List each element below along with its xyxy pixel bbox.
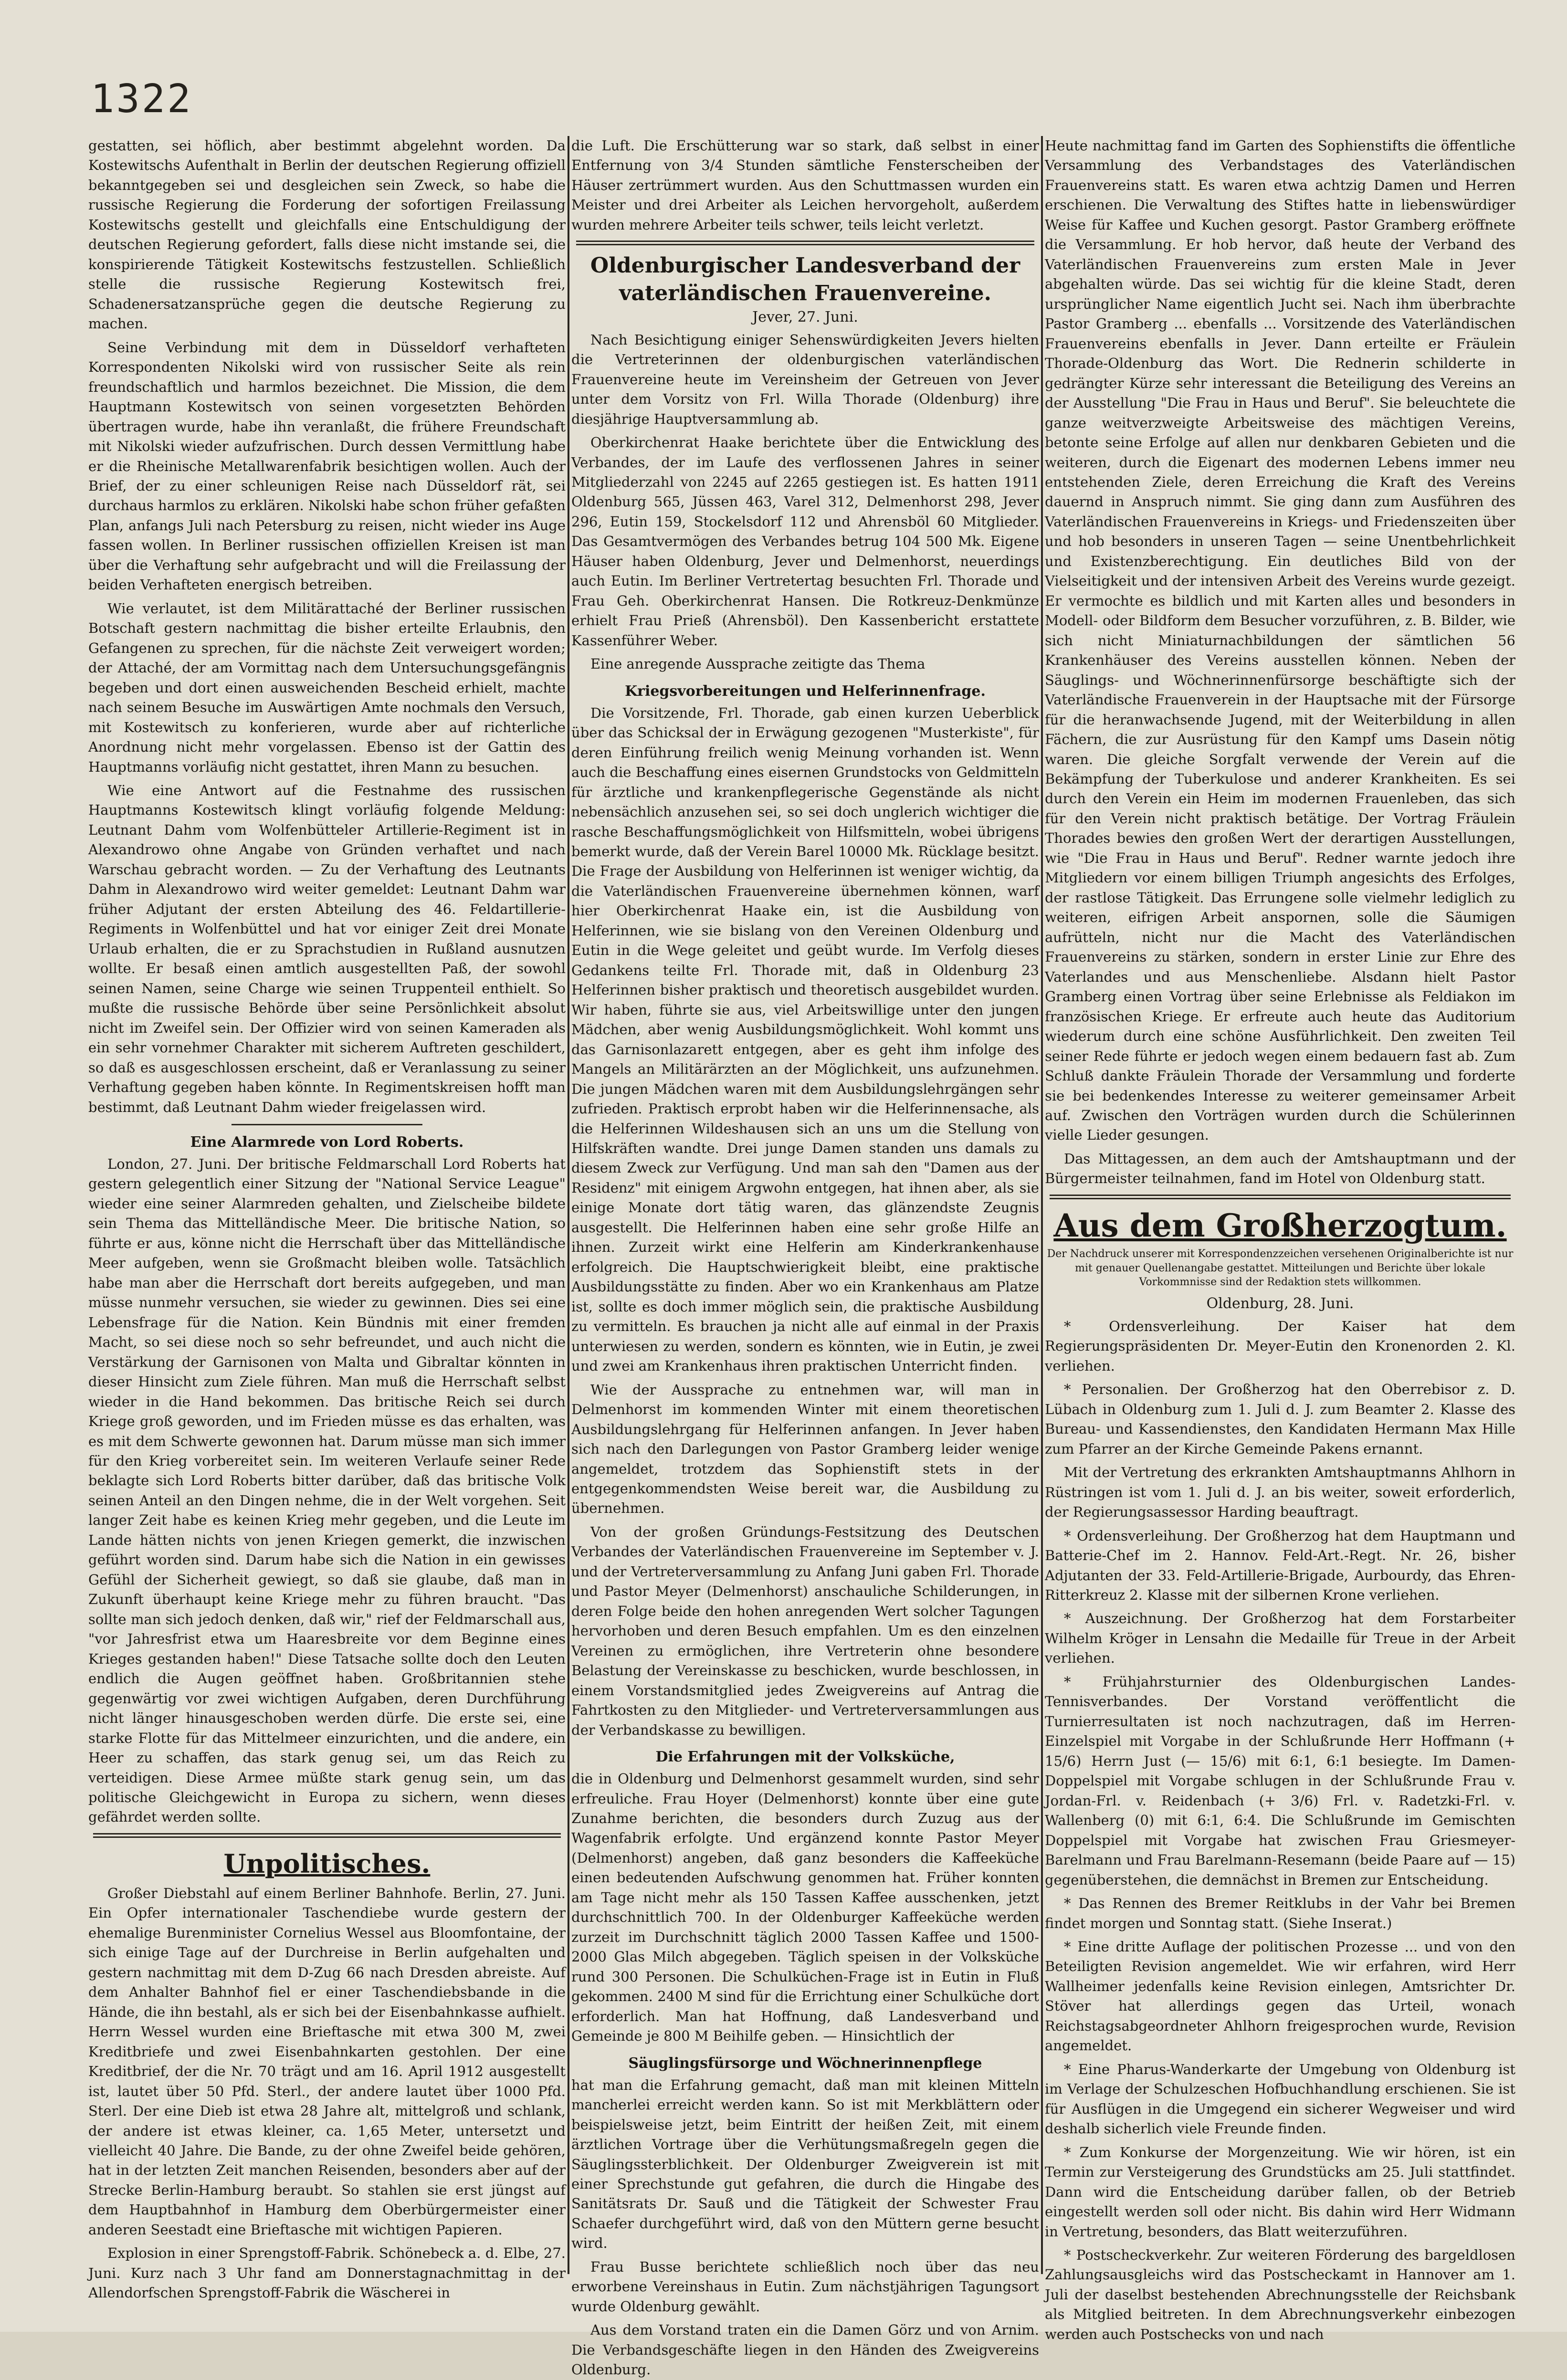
paragraph: Wie verlautet, ist dem Militärattaché der Berliner russischen Botschaft gestern nachmittag die bisher erteilte Erlaubnis, den Gefangenen zu sprechen, für die nächste Zeit verweigert worden; der Attaché, der am Vormittag nach dem Untersuchungsgefängnis begeben und dort einen ausweichenden Bescheid erhielt, machte nach seinem Besuche im Auswärtigen Amte nochmals den Versuch, mit Kostewitsch zu konferieren, wurde aber auf richterliche Anordnung nicht mehr vorgelassen. Ebenso ist der Gattin des Hauptmanns vorläufig nicht gestattet, ihren Mann zu besuchen. bbox=[88, 600, 566, 775]
columns bbox=[88, 136, 1515, 2378]
article-versammlung bbox=[1045, 136, 1515, 1189]
article-grossherzogtum-news bbox=[1045, 1317, 1515, 2344]
paragraph: Nach Besichtigung einiger Sehenswürdigkeiten Jevers hielten die Vertreterinnen der oldenburgischen vaterländischen Frauenvereine heute im Vereinsheim der Getreuen von Jever unter dem Vorsitz von Frl. Willa Thorade (Oldenburg) ihre diesjährige Hauptversammlung ab. bbox=[571, 331, 1039, 427]
paragraph: Wie eine Antwort auf die Festnahme des russischen Hauptmanns Kostewitsch klingt vorläufig folgende Meldung: Leutnant Dahm vom Wolfenbütteler Artillerie-Regiment ist in Alexandrowo ohne Angabe von Gründen verhaftet und nach Warschau gebracht worden. — Zu der Verhaftung des Leutnants Dahm in Alexandrowo wird weiter gemeldet: Leutnant Dahm war früher Adjutant der ersten Abteilung des 46. Feldartillerie-Regiments in Wolfenbüttel und hat vor einiger Zeit drei Monate Urlaub erhalten, die er zu Sprachstudien in Rußland ausnutzen wollte. Er besaß einen amtlich ausgestellten Paß, der sowohl seinen Namen, seine Charge wie seinen Truppenteil enthielt. So mußte die russische Behörde über seine Persönlichkeit absolut nicht im Zweifel sein. Der Offizier wird von seinen Kameraden als ein sehr vornehmer Charakter mit sicherem Auftreten geschildert, so daß es ausgeschlossen erscheint, daß er Veranlassung zu seiner Verhaftung gegeben haben könnte. In Regimentskreisen hofft man bestimmt, daß Leutnant Dahm wieder freigelassen wird. bbox=[88, 782, 566, 1115]
paragraph: Mit der Vertretung des erkrankten Amtshauptmanns Ahlhorn in Rüstringen ist vom 1. Juli d. J. an bis weiter, soweit erforderlich, der Regierungsassessor Harding beauftragt. bbox=[1045, 1464, 1515, 1520]
paragraph: Die Vorsitzende, Frl. Thorade, gab einen kurzen Ueberblick über das Schicksal der in Erwägung gezogenen "Musterkiste", für deren Einführung freilich wenig Meinung vorhanden ist. Wenn auch die Beschaffung eines eisernen Grundstocks von Geldmitteln für ärztliche und krankenpflegerische Gegenstände als nicht nebensächlich anzusehen sei, so sei doch unglerich wichtiger die rasche Beschaffungsmöglichkeit von Hilfsmitteln, wobei übrigens bemerkt wurde, daß der Verein Barel 10000 Mk. Rücklage besitzt. Die Frage der Ausbildung von Helferinnen ist weniger wichtig, da die Vaterländischen Frauenvereine übernehmen können, warf hier Oberkirchenrat Haake ein, ist die Ausbildung von Helferinnen, wie sie bislang von den Vereinen Oldenburg und Eutin in die Wege geleitet und geübt wurde. Im Verfolg dieses Gedankens teilte Frl. Thorade mit, daß in Oldenburg 23 Helferinnen bisher praktisch und theoretisch ausgebildet wurden. Wir haben, führte sie aus, viel Arbeitswillige unter den jungen Mädchen, aber wenig Ausbildungsmöglichkeit. Wohl kommt uns das Garnisonlazarett entgegen, aber es geht ihm infolge des Mangels an Militärärzten an der Möglichkeit, uns aufzunehmen. Die jungen Mädchen waren mit dem Ausbildungslehrgängen sehr zufrieden. Praktisch erprobt haben wir die Helferinnensache, als die Helferinnen Wildeshausen sich an uns um die Stellung von Hilfskräften wandte. Drei junge Damen standen uns damals zu diesem Zweck zur Verfügung. Und man sah den "Damen aus der Residenz" mit einigem Argwohn entgegen, hat ihnen aber, als sie einige Monate dort tätig waren, das glänzendste Zeugnis ausgestellt. Die Helferinnen haben eine sehr große Hilfe an ihnen. Zurzeit wirkt eine Helferin am Kinderkrankenhause erfolgreich. Die Hauptschwierigkeit bleibt, eine praktische Ausbildungsstätte zu finden. Aber wo ein Krankenhaus am Platze ist, sollte es doch immer möglich sein, die praktische Ausbildung zu vermitteln. Es brauchen ja nicht alle auf einmal in der Praxis unterwiesen zu werden, sondern es könnten, wie in Eutin, je zwei und zwei am Krankenhaus ihren praktischen Unterricht finden. bbox=[571, 704, 1039, 1374]
column-right bbox=[1045, 136, 1515, 2342]
paragraph: Explosion in einer Sprengstoff-Fabrik. Schönebeck a. d. Elbe, 27. Juni. Kurz nach 3 Uhr fand am Donnerstagnachmittag in der Allendorfschen Sprengstoff-Fabrik die Wäscherei in bbox=[88, 2245, 566, 2301]
headline-grossherzogtum: Aus dem Großherzogtum. bbox=[1053, 1206, 1507, 1244]
paragraph: * Postscheckverkehr. Zur weiteren Förderung des bargeldlosen Zahlungsausgleichs wird das Postscheckamt in Hannover am 1. Juli der daselbst bestehenden Abrechnungsstelle der Reichsbank als Mitglied beitreten. In dem Abrechnungsverkehr einbezogen werden auch Postschecks von und nach bbox=[1045, 2247, 1515, 2342]
article-explosion-end bbox=[571, 136, 1039, 235]
section-divider bbox=[1050, 1195, 1511, 1199]
article-volkskueche bbox=[571, 1769, 1039, 2046]
paragraph: Seine Verbindung mit dem in Düsseldorf verhafteten Korrespondenten Nikolski wird von russischer Seite als rein freundschaftlich und harmlos bezeichnet. Die Mission, die dem Hauptmann Kostewitsch von seinen vorgesetzten Behörden übertragen wurde, habe ihn veranlaßt, die frühere Freundschaft mit Nikolski wieder aufzufrischen. Durch dessen Vermittlung habe er die Rheinische Metallwarenfabrik besichtigen wollen. Auch der Brief, der zu einer schleunigen Reise nach Düsseldorf rät, sei durchaus harmlos zu erklären. Nikolski habe schon früher gefaßten Plan, anfangs Juli nach Petersburg zu reisen, nicht wieder ins Auge fassen wollen. In Berliner russischen offiziellen Kreisen ist man über die Verhaftung sehr aufgebracht und will die Freilassung der beiden Verhafteten energisch betreiben. bbox=[88, 339, 566, 593]
article-roberts bbox=[88, 1154, 566, 1827]
paragraph: * Frühjahrsturnier des Oldenburgischen Landes-Tennisverbandes. Der Vorstand veröffentlicht die Turnierresultaten ist noch nachzutragen, daß im Herren-Einzelspiel mit Vorgabe in der Schlußrunde Herr Hoffmann (+ 15/6) Herrn Just (— 15/6) mit 6:1, 6:1 besiegte. Im Damen-Doppelspiel mit Vorgabe schlugen in der Schlußrunde Frau v. Jordan-Frl. v. Reidenbach (+ 3/6) Frl. v. Radetzki-Frl. v. Wallenberg (0) mit 6:1, 6:4. Die Schlußrunde im Gemischten Doppelspiel mit Vorgabe hat zwischen Frau Griesmeyer-Barelmann und Frau Barelmann-Resemann (beide Paare auf — 15) gegenüberstehen, die demnächst in Bremen zur Entscheidung. bbox=[1045, 1673, 1515, 1888]
paragraph: hat man die Erfahrung gemacht, daß man mit kleinen Mitteln mancherlei erreicht werden kann. So ist mit Merkblättern oder beispielsweise jetzt, beim Eintritt der heißen Zeit, mit einem ärztlichen Vortrage über die Verhütungsmaßregeln gegen die Säuglingssterblichkeit. Der Oldenburger Zweigverein ist mit einer Sprechstunde gut gefahren, die durch die Hingabe des Sanitätsrats Dr. Sauß und die Tätigkeit der Schwester Frau Schaefer durchgeführt wird, daß von den Müttern gerne besucht wird. bbox=[571, 2076, 1039, 2252]
paragraph: * Eine Pharus-Wanderkarte der Umgebung von Oldenburg ist im Verlage der Schulzeschen Hofbuchhandlung erschienen. Sie ist für Ausflügen in die Umgegend ein sicherer Wegweiser und wird deshalb sicherlich viele Freunde finden. bbox=[1045, 2061, 1515, 2137]
article-kriegsvorbereitungen bbox=[571, 703, 1039, 1740]
paragraph: Das Mittagessen, an dem auch der Amtshauptmann und der Bürgermeister teilnahmen, fand im Hotel von Oldenburg statt. bbox=[1045, 1150, 1515, 1187]
article-unpolitisches bbox=[88, 1884, 566, 2303]
dateline-oldenburg: Oldenburg, 28. Juni. bbox=[1206, 1295, 1354, 1312]
paragraph: Von der großen Gründungs-Festsitzung des Deutschen Verbandes der Vaterländischen Frauenvereine im September v. J. und der Vertreterversammlung zu Anfang Juni gaben Frl. Thorade und Pastor Meyer (Delmenhorst) anschauliche Schilderungen, in deren Folge beide den hohen anregenden Wert solcher Tagungen hervorhoben und deren Besuch empfahlen. Um es den einzelnen Vereinen zu ermöglichen, ihre Vertreterin ohne besondere Belastung der Vereinskasse zu beschicken, wurde beschlossen, in einem Vorstandsmitglied jedes Zweigvereins auf Antrag die Fahrtkosten zu den Mitglieder- und Vertreterversammlungen aus der Verbandskasse zu bewilligen. bbox=[571, 1523, 1039, 1738]
section-divider bbox=[231, 1124, 422, 1125]
article-frauenvereine bbox=[571, 330, 1039, 674]
reprint-note: Der Nachdruck unserer mit Korrespondenzzeichen versehenen Originalberichte ist nur mit genauer Quellenangabe gestattet. Mitteilungen und Berichte über lokale Vorkommnisse sind der Redaktion stets willkommen. bbox=[1047, 1248, 1514, 1289]
paragraph: die in Oldenburg und Delmenhorst gesammelt wurden, sind sehr erfreuliche. Frau Hoyer (Delmenhorst) konnte über eine gute Zunahme berichten, die besonders durch Zuzug aus der Wagenfabrik erfolgte. Und ergänzend konnte Pastor Meyer (Delmenhorst) angeben, daß ganz besonders die Kaffeeküche einen bedeutenden Aufschwung genommen hat. Früher konnten am Tage nicht mehr als 150 Tassen Kaffee ausschenken, jetzt durchschnittlich 700. In der Oldenburger Kaffeeküche werden zurzeit im Durchschnitt täglich 2000 Tassen Kaffee und 1500-2000 Glas Milch abgegeben. Täglich speisen in der Volksküche rund 300 Personen. Die Schulküchen-Frage ist in Eutin in Fluß gekommen. 2400 M sind für die Errichtung einer Schulküche dort erforderlich. Man hat Hoffnung, daß Landesverband und Gemeinde je 800 M Beihilfe geben. — Hinsichtlich der bbox=[571, 1771, 1039, 2044]
section-divider bbox=[576, 241, 1034, 245]
dateline-jever: Jever, 27. Juni. bbox=[752, 308, 858, 325]
paragraph: * Eine dritte Auflage der politischen Prozesse ... und von den Beteiligten Revision angemeldet. Wie wir erfahren, wird Herr Wallheimer jedenfalls keine Revision einlegen, Amtsrichter Dr. Stöver hat allerdings gegen das Urteil, wonach Reichstagsabgeordneter Ahlhorn freigesprochen wurde, Revision angemeldet. bbox=[1045, 1938, 1515, 2054]
column-middle bbox=[571, 136, 1039, 2378]
article-saeuglingsfuersorge bbox=[571, 2076, 1039, 2380]
paragraph: * Auszeichnung. Der Großherzog hat dem Forstarbeiter Wilhelm Kröger in Lensahn die Medaille für Treue in der Arbeit verliehen. bbox=[1045, 1610, 1515, 1667]
paragraph: Großer Diebstahl auf einem Berliner Bahnhofe. Berlin, 27. Juni. Ein Opfer internationaler Taschendiebe wurde gestern der ehemalige Burenminister Cornelius Wessel aus Bloomfontaine, der sich einige Tage auf der Durchreise in Berlin aufgehalten und gestern nachmittag mit dem D-Zug 66 nach Dresden abreiste. Auf dem Anhalter Bahnhof fiel er einer Taschendiebsbande in die Hände, die ihn bestahl, als er sich bei der Eisenbahnkasse aufhielt. Herrn Wessel wurden eine Brieftasche mit etwa 300 M, zwei Kreditbriefe und zwei Eisenbahnkarten gestohlen. Der eine Kreditbrief, der die Nr. 70 trägt und am 16. April 1912 ausgestellt ist, lautet über 50 Pfd. Sterl., der andere lautet über 1000 Pfd. Sterl. Der eine Dieb ist etwa 28 Jahre alt, mittelgroß und schlank, der andere ist etwas kleiner, ca. 1,65 Meter, untersetzt und vielleicht 40 Jahre. Die Bande, zu der ohne Zweifel beide gehören, hat in der letzten Zeit manchen Reisenden, besonders aber auf der Strecke Berlin-Hamburg beraubt. So stahlen sie erst jüngst auf dem Hauptbahnhof in Hamburg dem Oberbürgermeister einer anderen Seestadt eine Brieftasche mit wichtigen Papieren. bbox=[88, 1885, 566, 2238]
paragraph: * Zum Konkurse der Morgenzeitung. Wie wir hören, ist ein Termin zur Versteigerung des Grundstücks am 25. Juli stattfindet. Dann wird die Entscheidung darüber fallen, ob der Betrieb eingestellt werden soll oder nicht. Bis dahin wird Herr Widmann in Vertretung, besonders, das Blatt weiterzuführen. bbox=[1045, 2144, 1515, 2240]
paragraph: * Ordensverleihung. Der Kaiser hat dem Regierungspräsidenten Dr. Meyer-Eutin den Kronenorden 2. Kl. verliehen. bbox=[1045, 1318, 1515, 1374]
paragraph: die Luft. Die Erschütterung war so stark, daß selbst in einer Entfernung von 3/4 Stunden sämtliche Fensterscheiben der Häuser zertrümmert wurden. Aus den Schuttmassen wurden ein Meister und drei Arbeiter als Leichen hervorgeholt, außerdem wurden mehrere Arbeiter teils schwer, teils leicht verletzt. bbox=[571, 137, 1039, 233]
paragraph: Heute nachmittag fand im Garten des Sophienstifts die öffentliche Versammlung des Verbandstages des Vaterländischen Frauenvereins statt. Es waren etwa achtzig Damen und Herren erschienen. Die Verwaltung des Stiftes hatte in liebenswürdiger Weise für Kaffee und Kuchen gesorgt. Pastor Gramberg eröffnete die Versammlung. Er hob hervor, daß heute der Verband des Vaterländischen Frauenvereins zum ersten Male in Jever abgehalten würde. Das sei wichtig für die kleine Stadt, deren ursprünglicher Name eigentlich Jucht sei. Nach ihm überbrachte Pastor Gramberg ... ebenfalls ... Vorsitzende des Vaterländischen Frauenvereins ebenfalls in Jever. Dann erteilte er Fräulein Thorade-Oldenburg das Wort. Die Rednerin schilderte in gedrängter Kürze sehr interessant die Beteiligung des Vereins an der Ausstellung "Die Frau in Haus und Beruf". Sie beleuchtete die ganze weitverzweigte Arbeitsweise des mächtigen Vereins, betonte seine Erfolge auf allen nur denkbaren Gebieten und die weiteren, durch die Eigenart des modernen Lebens immer neu entstehenden Ziele, deren Erreichung die Kraft des Vereins dauernd in Anspruch nimmt. Sie ging dann zum Ausführen des Vaterländischen Frauenvereins in Kriegs- und Friedenszeiten über und hob besonders in unseren Tagen — seine Unentbehrlichkeit und Existenzberechtigung. Ein deutliches Bild von der Vielseitigkeit und der intensiven Arbeit des Vereins wurde gezeigt. Er vermochte es bildlich und mit Karten alles und besonders in Modell- oder Bildform dem Besucher vorzuführen, z. B. Bilder, wie sich nicht Miniaturnachbildungen der sämtlichen 56 Krankenhäuser des Vereins ausstellen können. Neben der Säuglings- und Wöchnerinnenfürsorge beschäftigte sich der Vaterländische Frauenverein in der Hauptsache mit der Fürsorge für die heranwachsende Jugend, mit der Weiterbildung in allen Fächern, die zur Ausrüstung für den Kampf ums Dasein nötig waren. Die gleiche Sorgfalt verwende der Verein auf die Bekämpfung der Tuberkulose und anderer Krankheiten. Es sei durch den Verein ein Heim im modernen Frauenleben, das sich für den Verein nicht praktisch betätige. Der Vortrag Fräulein Thorades bewies den großen Wert der derartigen Ausstellungen, wie "Die Frau in Haus und Beruf". Redner warnte jedoch ihre Mitgliedern vor einem billigen Triumph angesichts des Erfolges, der rastlose Tätigkeit. Das Errungene solle vielmehr lediglich zu weiteren, eifrigen Arbeit anspornen, solle die Säumigen aufrütteln, nicht nur die Macht des Vaterländischen Frauenvereins zu stärken, sondern in erster Linie zur Ehre des Vaterlandes und aus Menschenliebe. Alsdann hielt Pastor Gramberg einen Vortrag über seine Erlebnisse als Feldiakon im französischen Kriege. Er erfreute auch heute das Auditorium wiederum durch eine schöne Ausführlichkeit. Den zweiten Teil seiner Rede führte er jedoch wegen einem bedauern fast ab. Zum Schluß dankte Fräulein Thorade der Versammlung und forderte sie bei bedenkendes Interesse zu weiterer gemeinsamer Arbeit auf. Zwischen den Vorträgen wurden durch die Schülerinnen vielle Lieder gesungen. bbox=[1045, 137, 1515, 1143]
paragraph: * Ordensverleihung. Der Großherzog hat dem Hauptmann und Batterie-Chef im 2. Hannov. Feld-Art.-Regt. Nr. 26, bisher Adjutanten der 33. Feld-Artillerie-Brigade, Aurbourdy, das Ehren-Ritterkreuz 2. Klasse mit der silbernen Krone verliehen. bbox=[1045, 1527, 1515, 1603]
section-title-roberts: Eine Alarmrede von Lord Roberts. bbox=[190, 1133, 464, 1151]
column-rule bbox=[568, 136, 569, 2274]
paragraph: * Personalien. Der Großherzog hat den Oberrebisor z. D. Lübach in Oldenburg zum 1. Juli d. J. zum Beamter 2. Klasse des Bureau- und Kassendienstes, den Kandidaten Hermann Max Hille zum Pfarrer an der Kirche Gemeinde Pakens ernannt. bbox=[1045, 1381, 1515, 1457]
subheading-saeuglingsfuersorge: Säuglingsfürsorge und Wöchnerinnenpflege bbox=[628, 2055, 982, 2072]
section-divider bbox=[93, 1833, 561, 1838]
subheading-kriegsvorbereitungen: Kriegsvorbereitungen und Helferinnenfrage. bbox=[625, 682, 986, 700]
column-left bbox=[88, 136, 566, 2301]
section-title-unpolitisches: Unpolitisches. bbox=[223, 1848, 431, 1879]
paragraph: Oberkirchenrat Haake berichtete über die Entwicklung des Verbandes, der im Laufe des verflossenen Jahres in seiner Mitgliederzahl von 2245 auf 2265 gestiegen ist. Es hatten 1911 Oldenburg 565, Jüssen 463, Varel 312, Delmenhorst 298, Jever 296, Eutin 159, Stockelsdorf 112 und Ahrensböl 60 Mitglieder. Das Gesamtvermögen des Verbandes betrug 104 500 Mk. Eigene Häuser haben Oldenburg, Jever und Delmenhorst, neuerdings auch Eutin. Im Berliner Vertretertag besuchten Frl. Thorade und Frau Geh. Oberkirchenrat Hansen. Die Rotkreuz-Denkmünze erhielt Frau Prieß (Ahrensböl). Den Kassenbericht erstattete Kassenführer Weber. bbox=[571, 434, 1039, 649]
paragraph: Wie der Aussprache zu entnehmen war, will man in Delmenhorst im kommenden Winter mit einem theoretischen Ausbildungslehrgang für Helferinnen anfangen. In Jever haben sich nach den Darlegungen von Pastor Gramberg leider wenige angemeldet, trotzdem das Sophienstift stets in der entgegenkommendsten Weise bereit war, die Ausbildung zu übernehmen. bbox=[571, 1381, 1039, 1517]
paragraph: London, 27. Juni. Der britische Feldmarschall Lord Roberts hat gestern gelegentlich einer Sitzung der "National Service League" wieder eine seiner Alarmreden gehalten, und Zielscheibe bildete sein Thema das Mittelländische Meer. Die britische Nation, so führte er aus, könne nicht die Herrschaft über das Mittelländische Meer aufgeben, wenn sie Großmacht bleiben wolle. Tatsächlich habe man aber die Herrschaft dort bereits aufgegeben, und man müsse nunmehr versuchen, sie wieder zu gewinnen. Dies sei eine Lebensfrage für die Nation. Kein Bündnis mit einer fremden Macht, so sei diese noch so sehr befreundet, und auch nicht die Verstärkung der Garnisonen von Malta und Gibraltar könnten in dieser Hinsicht zum Ziele führen. Man muß die Herrschaft selbst wieder in die Hand bekommen. Das britische Reich sei durch Kriege groß geworden, und im Frieden müsse es das erhalten, was es mit dem Schwerte gewonnen hat. Darum müsse man sich immer für den Krieg vorbereitet sein. Im weiteren Verlaufe seiner Rede beklagte sich Lord Roberts bitter darüber, daß das britische Volk seinen Anteil an den Dingen nehme, die in der Welt vorgehen. Seit langer Zeit habe es keinen Krieg mehr gegeben, und die Leute im Lande hätten nichts von jenen Kriegen gemerkt, die inzwischen geführt worden sind. Darum habe sich die Nation in ein gewisses Gefühl der Sicherheit gewiegt, so daß sie glaube, daß man in Zukunft überhaupt keine Kriege mehr zu führen braucht. "Das sollte man sich jedoch denken, daß wir," rief der Feldmarschall aus, "vor Jahresfrist etwa um Haaresbreite vor dem Beginne eines Krieges gestanden haben!" Diese Tatsache sollte doch den Leuten endlich die Augen geöffnet haben. Großbritannien stehe gegenwärtig vor zwei wichtigen Aufgaben, deren Durchführung nicht länger hinausgeschoben werden dürfe. Die erste sei, eine starke Flotte für das Mittelmeer einzurichten, und die andere, ein Heer zu schaffen, das stark genug sei, um das Reich zu verteidigen. Diese Armee müßte stark genug sein, um das politische Gleichgewicht in Europa zu sichern, wenn dieses gefährdet werden sollte. bbox=[88, 1155, 566, 1825]
subheading-volkskueche: Die Erfahrungen mit der Volksküche, bbox=[655, 1749, 955, 1766]
headline-frauenvereine: Oldenburgischer Landesverband der vaterländischen Frauenvereine. bbox=[590, 253, 1020, 305]
paragraph: * Das Rennen des Bremer Reitklubs in der Vahr bei Bremen findet morgen und Sonntag statt. (Siehe Inserat.) bbox=[1045, 1895, 1515, 1931]
page-number: 1322 bbox=[91, 76, 193, 122]
paragraph: Eine anregende Aussprache zeitigte das Thema bbox=[590, 656, 925, 672]
article-kostewitsch bbox=[88, 136, 566, 1117]
paragraph: gestatten, sei höflich, aber bestimmt abgelehnt worden. Da Kostewitschs Aufenthalt in Berlin der deutschen Regierung offiziell bekanntgegeben sei und desgleichen sein Zweck, so habe die russische Regierung die Forderung der sofortigen Freilassung Kostewitschs gestellt und gleichfalls eine Entschuldigung der deutschen Regierung gefordert, falls diese nicht imstande sei, die konspirierende Tätigkeit Kostewitschs festzustellen. Schließlich stelle die russische Regierung Kostewitsch frei, Schadenersatzansprüche gegen die deutsche Regierung zu machen. bbox=[88, 137, 566, 332]
paragraph: Frau Busse berichtete schließlich noch über das neu erworbene Vereinshaus in Eutin. Zum nächstjährigen Tagungsort wurde Oldenburg gewählt. bbox=[571, 2258, 1039, 2315]
column-rule bbox=[1041, 136, 1043, 2274]
paragraph: Aus dem Vorstand traten ein die Damen Görz und von Arnim. Die Verbandsgeschäfte liegen in den Händen des Zweigvereins Oldenburg. bbox=[571, 2322, 1039, 2378]
